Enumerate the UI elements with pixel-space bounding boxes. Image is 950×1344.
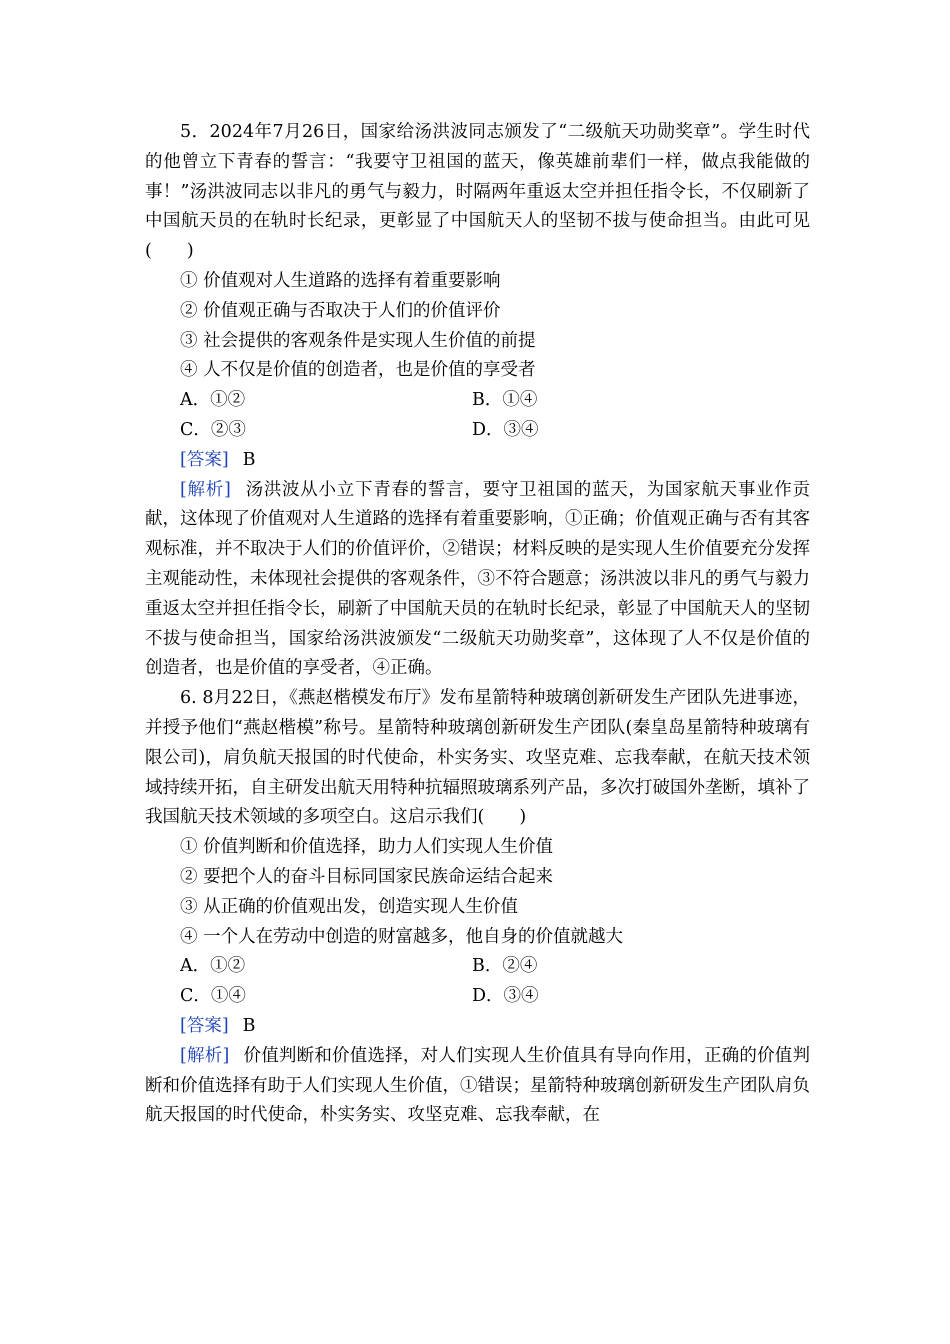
question-6-analysis [145, 1042, 810, 1131]
question-5-choice-d: D．③④ [472, 419, 539, 440]
answer-value: B [242, 1015, 256, 1036]
document-page [145, 118, 810, 1131]
question-6-answer [145, 1012, 810, 1042]
question-6-choice-b: B．②④ [472, 956, 538, 977]
question-5-analysis [145, 476, 810, 685]
question-5-choice-b: B．①④ [472, 390, 538, 411]
question-6-item-2: ② 要把个人的奋斗目标同国家民族命运结合起来 [180, 866, 554, 887]
answer-value: B [242, 449, 256, 470]
analysis-text: 汤洪波从小立下青春的誓言，要守卫祖国的蓝天，为国家航天事业作贡献，这体现了价值观对人生道路的选择有着重要影响，①正确；价值观正确与否有其客观标准，并不取决于人们的价值评价，②错误；材料反映的是实现人生价值要充分发挥主观能动性，未体现社会提供的客观条件，③不符合题意；汤洪波以非凡的勇气与毅力重返太空并担任指令长，刷新了中国航天员的在轨时长纪录，彰显了中国航天人的坚韧不拔与使命担当，国家给汤洪波颁发“二级航天功勋奖章”，这体现了人不仅是价值的创造者，也是价值的享受者，④正确。 [145, 479, 811, 679]
question-5-stem: 5．2024年7月26日，国家给汤洪波同志颁发了“二级航天功勋奖章”。学生时代的他曾立下青春的誓言：“我要守卫祖国的蓝天，像英雄前辈们一样，做点我能做的事！”汤洪波同志以非凡的勇气与毅力，时隔两年重返太空并担任指令长，不仅刷新了中国航天员的在轨时长纪录，更彰显了中国航天人的坚韧不拔与使命担当。由此可见( ) [145, 122, 810, 262]
question-6-choices-row-1 [145, 952, 810, 982]
question-6-choices-row-2 [145, 982, 810, 1012]
question-5-item-1: ① 价值观对人生道路的选择有着重要影响 [180, 270, 501, 291]
question-6-choice-a: A．①② [180, 956, 246, 977]
question-5-choices-row-2 [145, 416, 810, 446]
question-5-choices-row-1 [145, 386, 810, 416]
question-5-answer [145, 446, 810, 476]
question-6-item-3: ③ 从正确的价值观出发，创造实现人生价值 [180, 896, 519, 917]
question-6-choice-d: D．③④ [472, 986, 539, 1007]
analysis-tag: [解析] [180, 479, 231, 500]
answer-tag: [答案] [180, 1015, 229, 1036]
question-5-choice-a: A．①② [180, 390, 246, 411]
answer-tag: [答案] [180, 449, 229, 470]
question-5-item-2: ② 价值观正确与否取决于人们的价值评价 [180, 300, 501, 321]
question-5-item-3: ③ 社会提供的客观条件是实现人生价值的前提 [180, 330, 536, 351]
question-6-stem: 6. 8月22日，《燕赵楷模发布厅》发布星箭特种玻璃创新研发生产团队先进事迹，并授予他们“燕赵楷模”称号。星箭特种玻璃创新研发生产团队(秦皇岛星箭特种玻璃有限公司)，肩负航天报国的时代使命，朴实务实、攻坚克难、忘我奉献，在航天技术领域持续开拓，自主研发出航天用特种抗辐照玻璃系列产品，多次打破国外垄断，填补了我国航天技术领域的多项空白。这启示我们( ) [145, 688, 810, 828]
analysis-text: 价值判断和价值选择，对人们实现人生价值具有导向作用，正确的价值判断和价值选择有助于人们实现人生价值，①错误；星箭特种玻璃创新研发生产团队肩负航天报国的时代使命，朴实务实、攻坚克难、忘我奉献，在 [145, 1045, 811, 1126]
question-6-item-4: ④ 一个人在劳动中创造的财富越多，他自身的价值就越大 [180, 926, 624, 947]
question-6-choice-c: C．①④ [180, 986, 246, 1007]
question-5-choice-c: C．②③ [180, 419, 246, 440]
question-6-item-1: ① 价值判断和价值选择，助力人们实现人生价值 [180, 837, 554, 858]
question-5-item-4: ④ 人不仅是价值的创造者，也是价值的享受者 [180, 360, 536, 381]
analysis-tag: [解析] [180, 1045, 230, 1066]
